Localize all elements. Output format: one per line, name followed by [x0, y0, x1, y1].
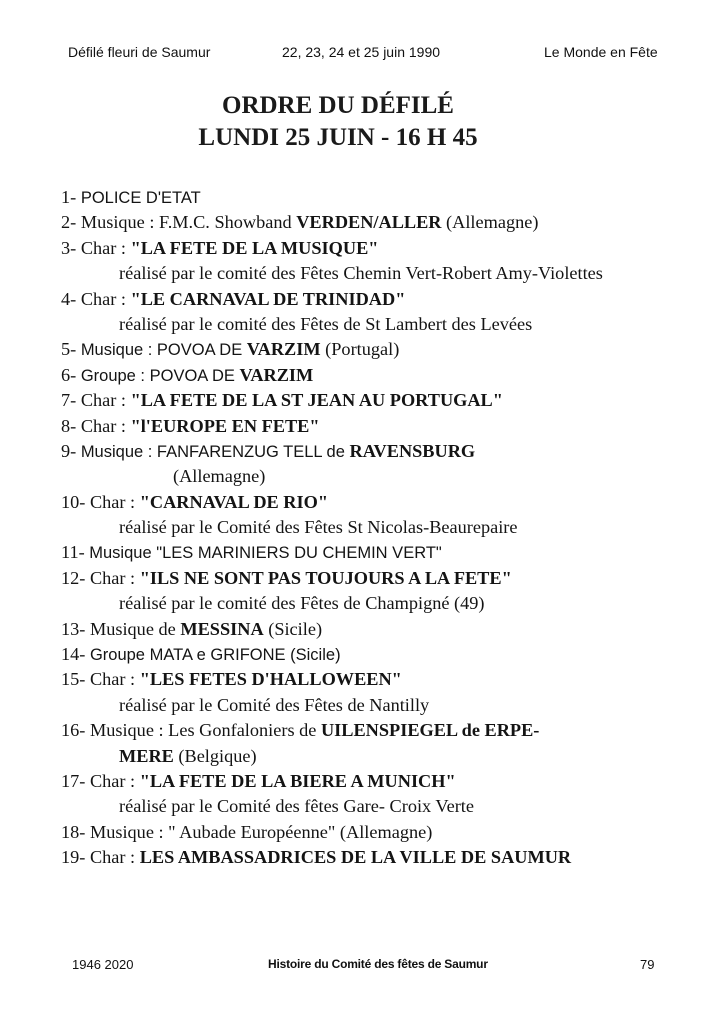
item-number: 18-: [61, 821, 90, 842]
list-item-line: [61, 768, 701, 793]
item-detail-line: [61, 463, 701, 488]
item-text: Char :: [89, 770, 140, 791]
item-detail-line: [61, 590, 701, 615]
list-item-line: [61, 539, 701, 564]
item-number: 7-: [61, 390, 81, 411]
list-item-line: [61, 235, 701, 260]
item-bold-text: "LES FETES D'HALLOWEEN": [139, 669, 402, 690]
page-number: 79: [640, 957, 655, 972]
item-number: 8-: [61, 415, 81, 436]
item-number: 10-: [61, 491, 90, 512]
item-text: Musique de: [89, 618, 181, 639]
item-text: Char :: [80, 288, 131, 309]
item-detail-line: [61, 260, 701, 285]
list-item: [61, 235, 701, 286]
item-suffix-text: (Sicile): [263, 618, 323, 639]
list-item-line: [61, 438, 701, 463]
item-bold-text: "LE CARNAVAL DE TRINIDAD": [130, 288, 406, 309]
item-bold-text: VARZIM: [239, 364, 314, 385]
item-text: Groupe : POVOA DE: [80, 366, 240, 385]
list-item-line: [61, 565, 701, 590]
list-item-line: [61, 641, 701, 666]
item-number: 5-: [61, 339, 81, 360]
page-title: ORDRE DU DÉFILÉ: [222, 92, 454, 119]
item-bold-text: "LA FETE DE LA ST JEAN AU PORTUGAL": [130, 390, 503, 411]
item-suffix-text: (Portugal): [320, 339, 400, 360]
list-item: [61, 565, 701, 616]
item-number: 4-: [61, 288, 81, 309]
item-detail-line: [61, 743, 701, 768]
item-text: Char :: [89, 669, 140, 690]
list-item-line: [61, 666, 701, 691]
list-item: [61, 616, 701, 641]
item-text: Char :: [89, 567, 140, 588]
list-item: [61, 184, 701, 209]
header-left: Défilé fleuri de Saumur: [68, 44, 211, 60]
item-detail-text: (Belgique): [173, 745, 257, 766]
list-item: [61, 641, 701, 666]
item-detail-text: réalisé par le Comité des Fêtes St Nicolas-Beaurepaire: [119, 517, 518, 538]
item-bold-text: RAVENSBURG: [349, 440, 476, 461]
item-number: 11-: [61, 542, 90, 563]
item-text: Musique : FANFARENZUG TELL de: [80, 442, 350, 461]
item-detail-text: réalisé par le comité des Fêtes Chemin Vert-Robert Amy-Violettes: [119, 263, 603, 284]
list-item: [61, 209, 701, 234]
item-bold-text: "CARNAVAL DE RIO": [139, 491, 328, 512]
item-number: 2-: [61, 212, 81, 233]
item-text: Groupe MATA e GRIFONE (Sicile): [89, 646, 341, 665]
list-item: [61, 438, 701, 489]
list-item: [61, 539, 701, 564]
item-text: Char :: [89, 491, 140, 512]
item-bold-text: VERDEN/ALLER: [296, 212, 442, 233]
item-detail-text: (Allemagne): [173, 466, 266, 487]
item-text: Musique : " Aubade Européenne" (Allemagne): [89, 821, 433, 842]
list-item: [61, 387, 701, 412]
list-item: [61, 489, 701, 540]
item-detail-line: [61, 514, 701, 539]
item-detail-text: réalisé par le comité des Fêtes de Champigné (49): [119, 593, 485, 614]
list-item-line: [61, 184, 701, 209]
item-number: 13-: [61, 618, 90, 639]
item-detail-line: [61, 311, 701, 336]
list-item-line: [61, 336, 701, 361]
list-item-line: [61, 717, 701, 742]
page-subtitle: LUNDI 25 JUIN - 16 H 45: [198, 124, 478, 151]
item-bold-text: VARZIM: [246, 339, 321, 360]
item-detail-line: [61, 692, 701, 717]
header-center: 22, 23, 24 et 25 juin 1990: [282, 44, 441, 60]
item-bold-text: "l'EUROPE EN FETE": [130, 415, 320, 436]
list-item: [61, 413, 701, 438]
list-item: [61, 666, 701, 717]
item-text: Char :: [89, 847, 140, 868]
list-item: [61, 768, 701, 819]
item-text: POLICE D'ETAT: [80, 189, 201, 207]
item-number: 15-: [61, 669, 90, 690]
item-detail-bold: MERE: [119, 745, 174, 766]
item-number: 12-: [61, 567, 90, 588]
item-bold-text: LES AMBASSADRICES DE LA VILLE DE SAUMUR: [139, 847, 572, 868]
list-item-line: [61, 413, 701, 438]
item-number: 17-: [61, 770, 90, 791]
list-item-line: [61, 489, 701, 514]
item-text: Musique "LES MARINIERS DU CHEMIN VERT": [89, 544, 442, 563]
list-item-line: [61, 362, 701, 387]
list-item: [61, 286, 701, 337]
item-number: 1-: [61, 187, 81, 207]
list-item-line: [61, 616, 701, 641]
item-text: Musique : Les Gonfaloniers de: [89, 720, 321, 741]
header-right: Le Monde en Fête: [544, 44, 658, 60]
item-detail-line: [61, 793, 701, 818]
item-text: Char :: [80, 390, 131, 411]
list-item-line: [61, 844, 701, 869]
item-bold-text: UILENSPIEGEL de ERPE-: [320, 720, 540, 741]
item-bold-text: "ILS NE SONT PAS TOUJOURS A LA FETE": [139, 567, 512, 588]
footer-center: Histoire du Comité des fêtes de Saumur: [268, 957, 488, 971]
list-item: [61, 717, 701, 768]
list-item: [61, 819, 701, 844]
parade-order-list: [61, 184, 701, 870]
list-item-line: [61, 286, 701, 311]
item-text: Char :: [80, 415, 131, 436]
item-bold-text: "LA FETE DE LA BIERE A MUNICH": [139, 770, 456, 791]
item-detail-text: réalisé par le Comité des fêtes Gare- Croix Verte: [119, 796, 474, 817]
item-number: 9-: [61, 440, 81, 461]
list-item-line: [61, 387, 701, 412]
item-text: Char :: [80, 237, 131, 258]
list-item: [61, 844, 701, 869]
item-number: 19-: [61, 847, 90, 868]
item-number: 14-: [61, 644, 90, 665]
list-item: [61, 362, 701, 387]
list-item-line: [61, 819, 701, 844]
item-number: 3-: [61, 237, 81, 258]
list-item-line: [61, 209, 701, 234]
item-number: 16-: [61, 720, 90, 741]
list-item: [61, 336, 701, 361]
item-number: 6-: [61, 364, 81, 385]
item-bold-text: "LA FETE DE LA MUSIQUE": [130, 237, 379, 258]
item-text: Musique : F.M.C. Showband: [80, 212, 297, 233]
item-suffix-text: (Allemagne): [441, 212, 539, 233]
item-bold-text: MESSINA: [180, 618, 264, 639]
footer-left: 1946 2020: [72, 957, 134, 972]
item-text: Musique : POVOA DE: [80, 341, 247, 360]
item-detail-text: réalisé par le Comité des Fêtes de Nantilly: [119, 694, 430, 715]
item-detail-text: réalisé par le comité des Fêtes de St Lambert des Levées: [119, 313, 533, 334]
